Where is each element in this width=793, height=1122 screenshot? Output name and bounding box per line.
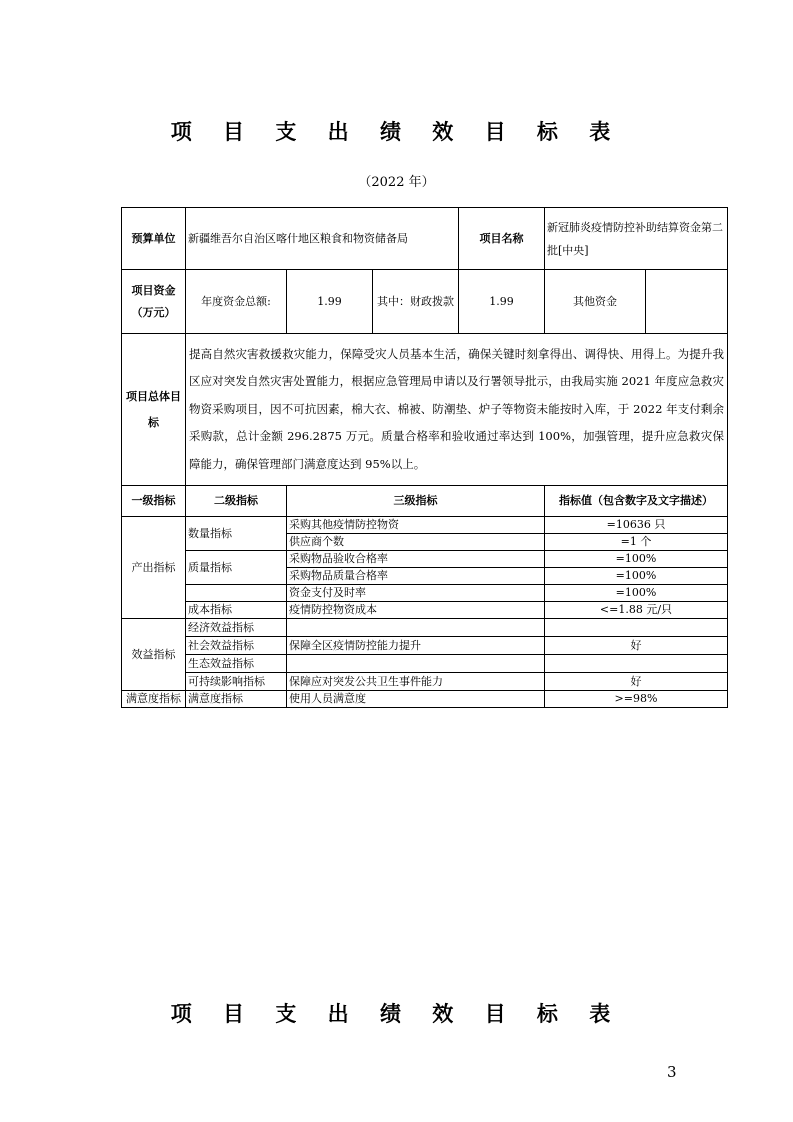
annual-total-value: 1.99 (287, 270, 373, 334)
column-value: 指标值（包含数字及文字描述） (545, 486, 728, 517)
next-page-title: 项 目 支 出 绩 效 目 标 表 (170, 1002, 623, 1026)
indicator-value: 好 (545, 637, 728, 655)
page-title: 项 目 支 出 绩 效 目 标 表 (170, 120, 623, 144)
indicator-name: 供应商个数 (287, 534, 545, 551)
level2-social: 社会效益指标 (186, 637, 287, 655)
column-level2: 二级指标 (186, 486, 287, 517)
indicator-name: 采购物品质量合格率 (287, 568, 545, 585)
indicator-name (287, 655, 545, 673)
indicator-name: 保障全区疫情防控能力提升 (287, 637, 545, 655)
budget-unit-value: 新疆维吾尔自治区喀什地区粮食和物资储备局 (186, 208, 459, 270)
funds-label-line2: （万元） (131, 305, 176, 319)
level2-economic: 经济效益指标 (186, 619, 287, 637)
year-label: （2022 年） (358, 175, 435, 190)
indicator-name: 采购其他疫情防控物资 (287, 517, 545, 534)
indicator-name: 疫情防控物资成本 (287, 602, 545, 619)
indicator-value (545, 655, 728, 673)
level2-quantity: 数量指标 (186, 517, 287, 551)
indicator-name (287, 619, 545, 637)
indicator-value: =10636 只 (545, 517, 728, 534)
level1-output: 产出指标 (122, 517, 186, 619)
goal-text: 提高自然灾害救援救灾能力，保障受灾人员基本生活，确保关键时刻拿得出、调得快、用得上。为提升我区应对突发自然灾害处置能力，根据应急管理局申请以及行署领导批示，由我局实施 2021 年度应急救灾物资采购项目，因不可抗因素，棉大衣、棉被、防潮垫、炉子等物资未能按时入库，于 2022 年支付剩余采购款，总计金额 296.2875 万元。质量合格率和验收通过率达到 100%，加强管理，提升应急救灾保障能力，确保管理部门满意度达到 95%以上。 (186, 334, 728, 486)
indicator-value: >=98% (545, 691, 728, 708)
annual-total-label: 年度资金总额: (186, 270, 287, 334)
fiscal-value: 1.99 (459, 270, 545, 334)
funds-label-line1: 项目资金 (131, 283, 176, 297)
indicator-value: =1 个 (545, 534, 728, 551)
goal-label: 项目总体目标 (122, 334, 186, 486)
level1-satisfaction: 满意度指标 (122, 691, 186, 708)
indicator-name: 保障应对突发公共卫生事件能力 (287, 673, 545, 691)
indicator-name: 使用人员满意度 (287, 691, 545, 708)
level2-sustainable: 可持续影响指标 (186, 673, 287, 691)
level2-empty (186, 585, 287, 602)
level2-quality: 质量指标 (186, 551, 287, 585)
level2-satisfaction: 满意度指标 (186, 691, 287, 708)
other-funds-value (646, 270, 728, 334)
level2-ecological: 生态效益指标 (186, 655, 287, 673)
level1-benefit: 效益指标 (122, 619, 186, 691)
project-name-value: 新冠肺炎疫情防控补助结算资金第二批[中央] (545, 208, 728, 270)
page-number: 3 (667, 1063, 677, 1081)
funds-label (122, 270, 186, 334)
indicator-name: 资金支付及时率 (287, 585, 545, 602)
column-level1: 一级指标 (122, 486, 186, 517)
indicator-value: 好 (545, 673, 728, 691)
fiscal-label: 其中：财政拨款 (373, 270, 459, 334)
other-funds-label: 其他资金 (545, 270, 646, 334)
indicator-name: 采购物品验收合格率 (287, 551, 545, 568)
indicator-value: =100% (545, 568, 728, 585)
performance-table (121, 207, 728, 708)
project-name-label: 项目名称 (459, 208, 545, 270)
column-level3: 三级指标 (287, 486, 545, 517)
indicator-value: =100% (545, 551, 728, 568)
indicator-value: =100% (545, 585, 728, 602)
indicator-value: <=1.88 元/只 (545, 602, 728, 619)
level2-cost: 成本指标 (186, 602, 287, 619)
indicator-value (545, 619, 728, 637)
budget-unit-label: 预算单位 (122, 208, 186, 270)
